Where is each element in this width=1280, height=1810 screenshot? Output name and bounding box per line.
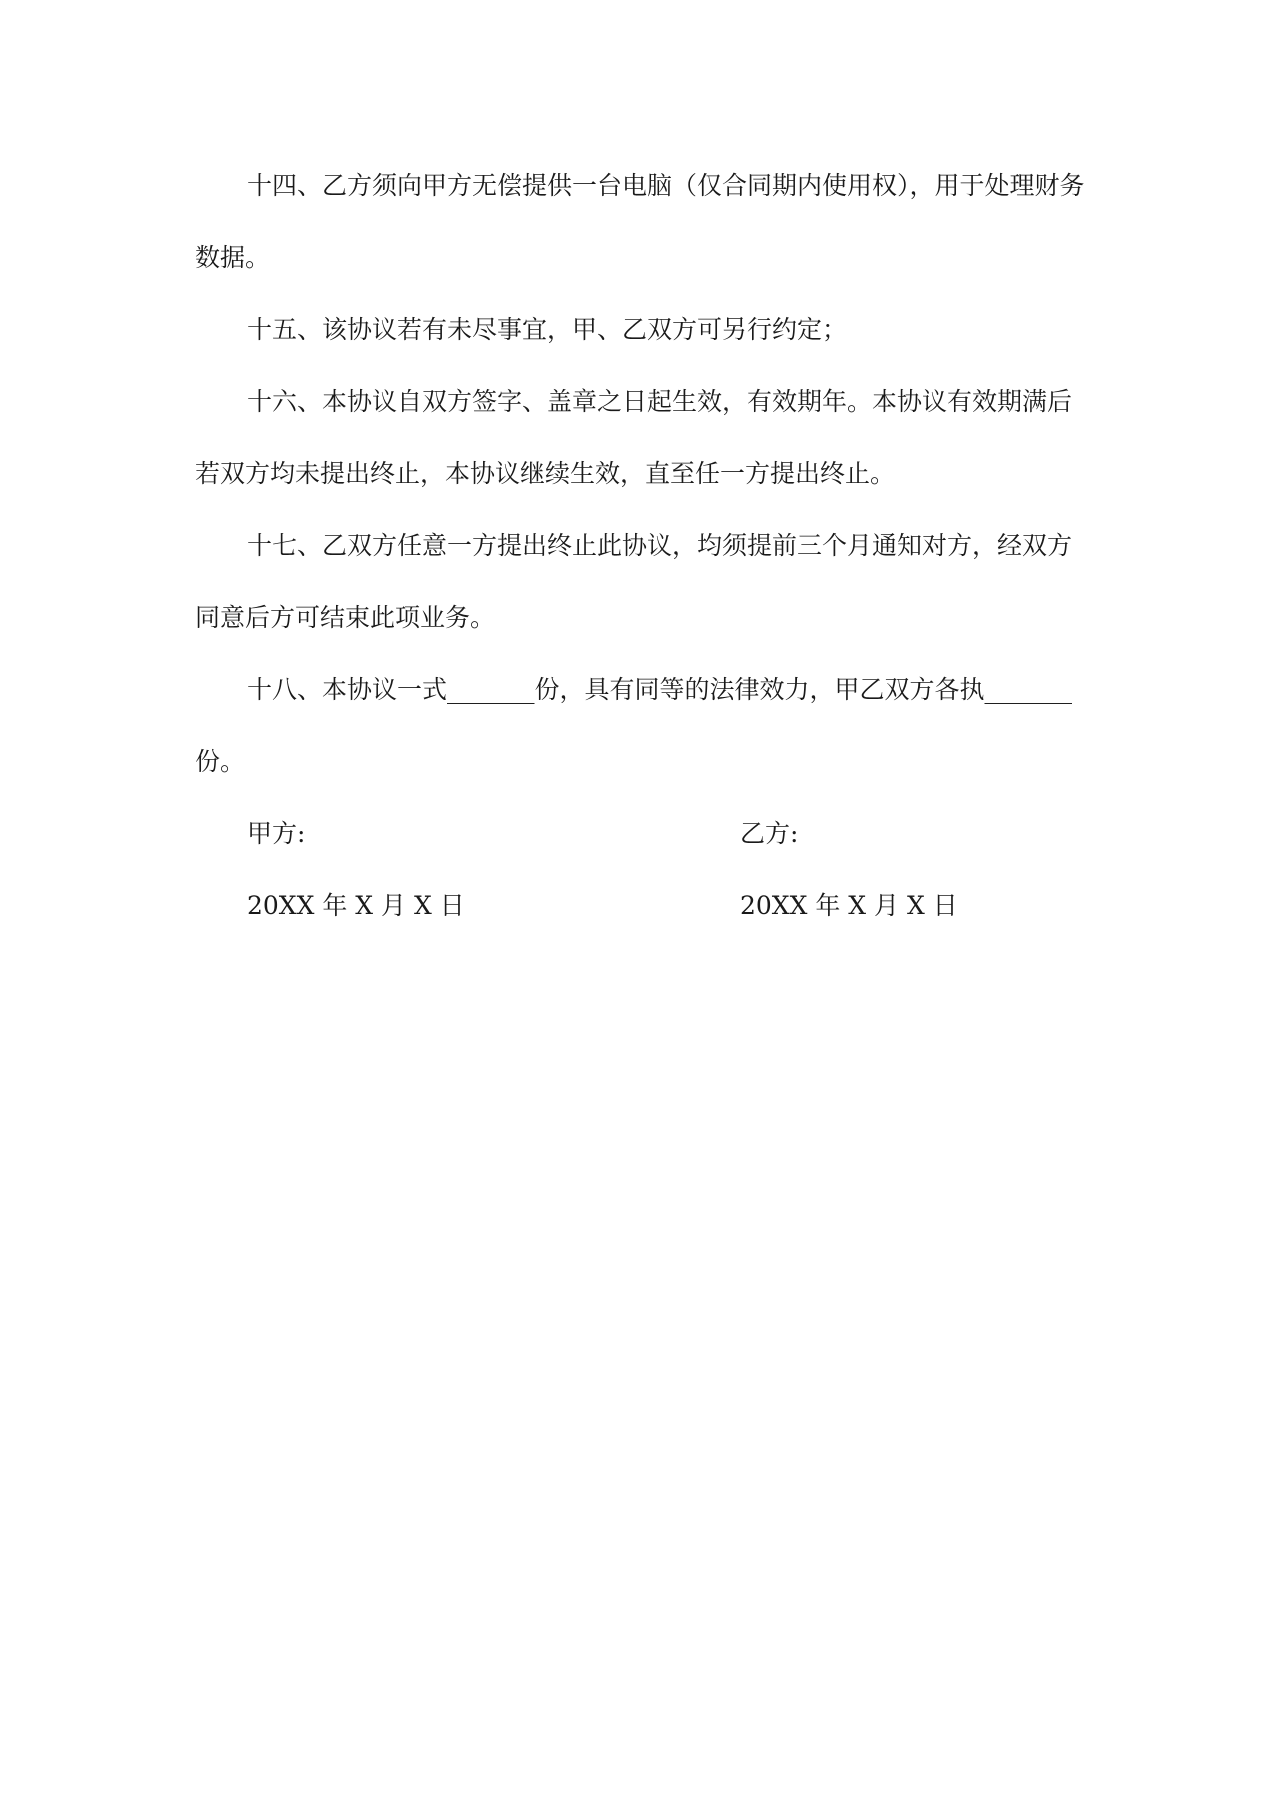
clause-14: 十四、乙方须向甲方无偿提供一台电脑（仅合同期内使用权），用于处理财务数据。	[195, 171, 1085, 272]
signature-date-row	[195, 870, 1085, 942]
party-a-date: 20XX 年 X 月 X 日	[247, 891, 465, 920]
clause-16: 十六、本协议自双方签字、盖章之日起生效，有效期年。本协议有效期满后若双方均未提出终止，本协议继续生效，直至任一方提出终止。	[195, 387, 1073, 488]
clause-17: 十七、乙双方任意一方提出终止此协议，均须提前三个月通知对方，经双方同意后方可结束此项业务。	[195, 531, 1073, 632]
party-a-label: 甲方:	[247, 819, 306, 848]
signature-party-row	[195, 798, 1085, 870]
party-b-date: 20XX 年 X 月 X 日	[740, 891, 958, 920]
document-body	[195, 150, 1085, 942]
clause-15: 十五、该协议若有未尽事宜，甲、乙双方可另行约定；	[247, 315, 848, 344]
clause-18: 十八、本协议一式_______份，具有同等的法律效力，甲乙双方各执_______份。	[195, 675, 1073, 776]
party-b-label: 乙方:	[740, 819, 799, 848]
